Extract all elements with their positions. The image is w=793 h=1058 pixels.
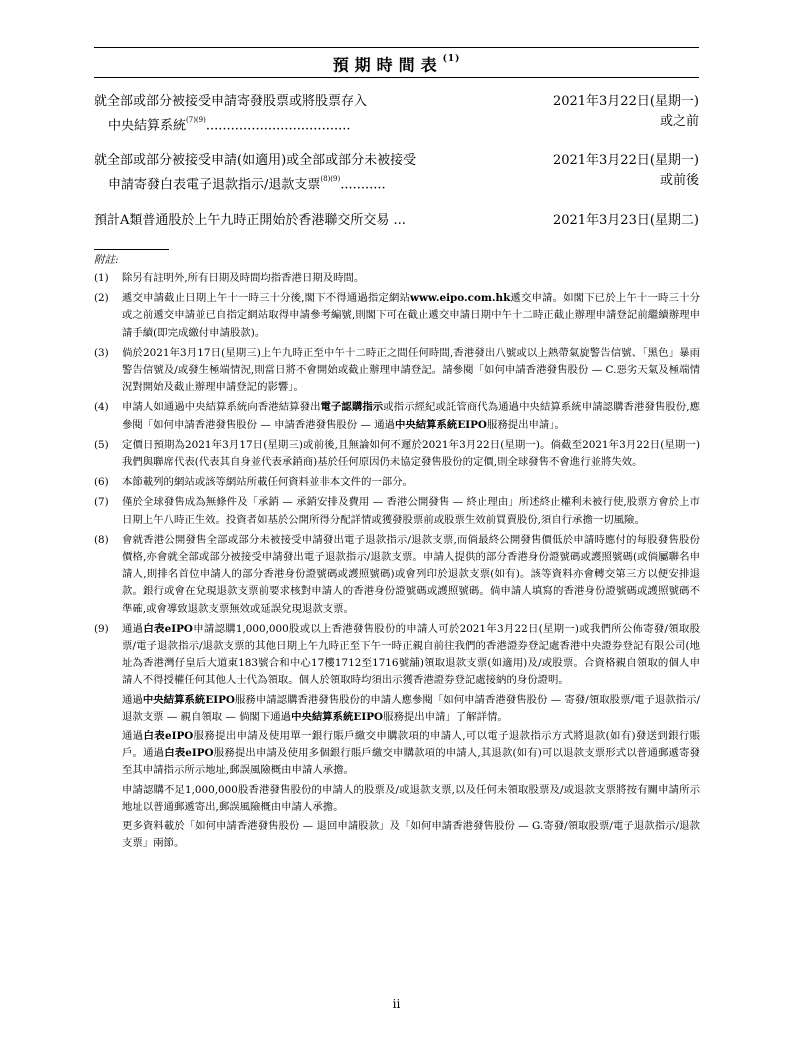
page-number: ii <box>392 997 401 1011</box>
note-item <box>94 345 700 397</box>
page-title-text: 預期時間表 <box>332 55 443 75</box>
header-rule-bottom <box>94 77 699 78</box>
note-paragraph: 申請認購不足1,000,000股香港發售股份的申請人的股票及/或退款支票,以及任何未領取股票及/或退款支票將按有關申請所示地址以普通郵遞寄出,郵誤風險概由申請人承擔。 <box>122 783 700 813</box>
note-item <box>94 270 700 287</box>
note-number: (6) <box>94 476 109 489</box>
note-text: 倘於2021年3月17日(星期三)上午九時正至中午十二時正之間任何時間,香港發出八號或以上熱帶氣旋警告信號、「黑色」暴雨警告信號及/或發生極端情況,則當日將不會開始或截止辦理申請登記。請參閱「如何申請香港發售股份 — C.惡劣天氣及極端情況對開始及截止辦理申請登記的影響」。 <box>122 346 700 394</box>
note-item <box>94 532 700 618</box>
timetable-entry <box>94 211 699 231</box>
note-item <box>94 474 700 491</box>
note-item <box>94 290 700 342</box>
title-footnote-ref: (1) <box>442 54 461 64</box>
note-number: (3) <box>94 346 109 359</box>
page-title <box>94 50 699 74</box>
entry-date: 2021年3月23日(星期二) <box>552 213 699 228</box>
note-text: 定價日預期為2021年3月17日(星期三)或前後,且無論如何不遲於2021年3月22日(星期一)。倘截至2021年3月22日(星期一)我們與聯席代表(代表其自身並代表承銷商)基於任何原因仍未協定發售股份的定價,則全球發售不會進行並將失效。 <box>122 438 700 469</box>
note-paragraph: 通過中央結算系統EIPO服務申請認購香港發售股份的申請人應參閱「如何申請香港發售股份 — 寄發/領取股票/電子退款指示/退款支票 — 親自領取 — 倘閣下通過中央結算系統EIPO服務提出申請」了解詳情。 <box>122 693 701 723</box>
timetable-entry <box>94 92 699 132</box>
note-number: (9) <box>94 622 109 635</box>
note-text: 除另有註明外,所有日期及時間均指香港日期及時間。 <box>122 272 365 284</box>
note-number: (1) <box>94 272 109 284</box>
note-text: 會就香港公開發售全部或部分未被接受申請發出電子退款指示/退款支票,而倘最終公開發售價低於申請時應付的每股發售股份價格,亦會就全部或部分被接受申請發出電子退款指示/退款支票。申請人提供的部分香港身份證號碼或護照號碼(或倘屬聯名申請人,則排名首位申請人的部分香港身份證號碼或護照號碼)或會列印於退款支票(如有)。該等資料亦會轉交第三方以便安排退款。銀行或會在兌現退款支票前要求核對申請人的香港身份證號碼或護照號碼。倘申請人填寫的香港身份證號碼或護照號碼不準確,或會導致退款支票無效或延誤兌現退款支票。 <box>122 533 700 615</box>
note-number: (2) <box>94 292 109 305</box>
timetable-entry <box>94 151 699 191</box>
note-paragraph: 更多資料載於「如何申請香港發售股份 — 退回申請股款」及「如何申請香港發售股份 — G.寄發/領取股票/電子退款指示/退款支票」兩節。 <box>122 820 700 850</box>
note-paragraph: 通過白表eIPO服務提出申請及使用單一銀行賬戶繳交申購款項的申請人,可以電子退款指示方式將退款(如有)發送到銀行賬戶。通過白表eIPO服務提出申請及使用多個銀行賬戶繳交申購款項的申請人,其退款(如有)可以退款支票形式以普通郵遞寄發至其申請指示所示地址,郵誤風險概由申請人承擔。 <box>122 730 701 777</box>
note-item <box>94 621 700 853</box>
entry-event-line-2: 申請寄發白表電子退款指示/退款支票$^{(8)(9)}$........... <box>108 175 386 193</box>
entry-date: 2021年3月22日(星期一) <box>552 153 699 168</box>
notes-heading: 附註: <box>94 254 119 266</box>
note-item <box>94 437 700 471</box>
note-text: 本節載列的網站或該等網站所載任何資料並非本文件的一部分。 <box>122 476 413 489</box>
notes-list <box>94 270 700 856</box>
note-text: 遞交申請截止日期上午十一時三十分後,閣下不得通過指定網站www.eipo.com.hk遞交申請。如閣下已於上午十一時三十分或之前遞交申請並已自指定網站取得申請參考編號,則閣下可在截止遞交申請日期中午十二時正截止辦理申請登記前繼續辦理申請手續(即完成繳付申請股款)。 <box>122 292 700 339</box>
entry-date-qualifier: 或之前 <box>659 114 699 129</box>
entry-event-line-1: 就全部或部分被接受申請(如適用)或全部或部分未被接受 <box>94 153 417 168</box>
notes-divider <box>94 249 169 250</box>
note-number: (4) <box>94 401 109 414</box>
note-text: 僅於全球發售成為無條件及「承銷 — 承銷安排及費用 — 香港公開發售 — 終止理由」所述終止權利未被行使,股票方會於上市日期上午八時正生效。投資者如基於公開所得分配詳情或獲發股票前或股票生效前買賣股份,須自行承擔一切風險。 <box>122 496 700 526</box>
note-number: (8) <box>94 533 109 546</box>
entry-event-line-1: 預計A類普通股於上午九時正開始於香港聯交所交易 ... <box>94 213 406 228</box>
entry-event-line-1: 就全部或部分被接受申請寄發股票或將股票存入 <box>94 94 368 109</box>
note-item <box>94 494 700 528</box>
note-paragraph: 通過白表eIPO申請認購1,000,000股或以上香港發售股份的申請人可於2021年3月22日(星期一)或我們所公佈寄發/領取股票/電子退款指示/退款支票的其他日期上午九時正至下午一時正親自前往我們的香港證券登記處香港中央證券登記有限公司(地址為香港灣仔皇后大道東183號合和中心17樓1712至1716號舖)領取退款支票(如適用)及/或股票。合資格親自領取的個人申請人不得授權任何其他人士代為領取。個人於領取時均須出示獲香港證券登記處接納的身份證明。 <box>122 622 701 687</box>
note-number: (5) <box>94 438 109 451</box>
note-item <box>94 399 700 433</box>
entry-event-line-2: 中央結算系統$^{(7)(9)}$................................... <box>108 116 351 134</box>
entry-date: 2021年3月22日(星期一) <box>552 94 699 109</box>
note-number: (7) <box>94 496 109 509</box>
header-rule-top <box>94 47 699 48</box>
note-text: 申請人如通過中央結算系統向香港結算發出電子認購指示或指示經紀或託管商代為通過中央結算系統申請認購香港發售股份,應參閱「如何申請香港發售股份 — 申請香港發售股份 — 通過中央結算系統EIPO服務提出申請」。 <box>122 401 701 431</box>
entry-date-qualifier: 或前後 <box>659 173 699 188</box>
eipo-website-link[interactable]: www.eipo.com.hk <box>410 292 511 305</box>
